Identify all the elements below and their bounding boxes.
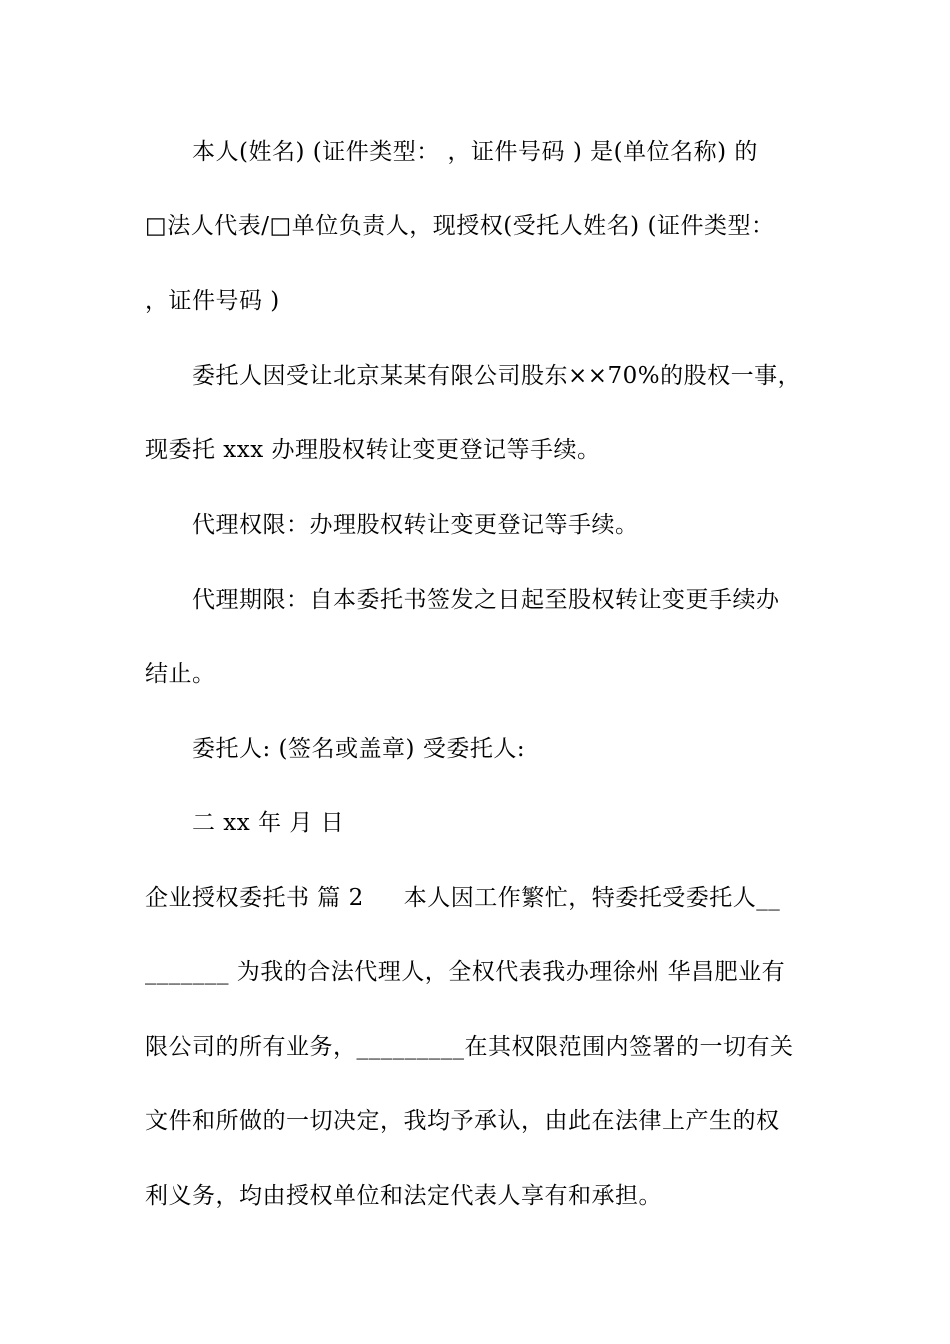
paragraph-1-line-1: 本人(姓名) (证件类型： ，证件号码 ) 是(单位名称) 的: [192, 139, 758, 165]
section-heading: 企业授权委托书 篇 2: [145, 885, 364, 911]
paragraph-1-line-3: ，证件号码 ): [145, 288, 280, 314]
signature-line: 委托人: (签名或盖章) 受委托人:: [192, 736, 526, 762]
date-line: 二 xx 年 月 日: [192, 810, 345, 836]
section-2-line-4: 文件和所做的一切决定，我均予承认，由此在法律上产生的权: [145, 1108, 780, 1134]
paragraph-4-line-2: 结止。: [145, 661, 216, 687]
paragraph-4-line-1: 代理期限：自本委托书签发之日起至股权转让变更手续办: [192, 587, 780, 613]
section-2-line-5: 利义务，均由授权单位和法定代表人享有和承担。: [145, 1183, 662, 1209]
paragraph-2-line-2: 现委托 xxx 办理股权转让变更登记等手续。: [145, 437, 601, 463]
paragraph-3-line-1: 代理权限：办理股权转让变更登记等手续。: [192, 512, 639, 538]
paragraph-2-line-1: 委托人因受让北京某某有限公司股东××70%的股权一事，: [192, 363, 802, 389]
section-2-line-2: _______ 为我的合法代理人，全权代表我办理徐州 华昌肥业有: [145, 959, 786, 985]
paragraph-1-line-2: □法人代表/□单位负责人，现授权(受托人姓名) (证件类型：: [145, 213, 775, 239]
section-2-line-1: 本人因工作繁忙，特委托受委托人__: [403, 885, 781, 911]
section-2-line-3: 限公司的所有业务，_________在其权限范围内签署的一切有关: [145, 1034, 794, 1060]
section-2-first-line: [145, 883, 810, 913]
